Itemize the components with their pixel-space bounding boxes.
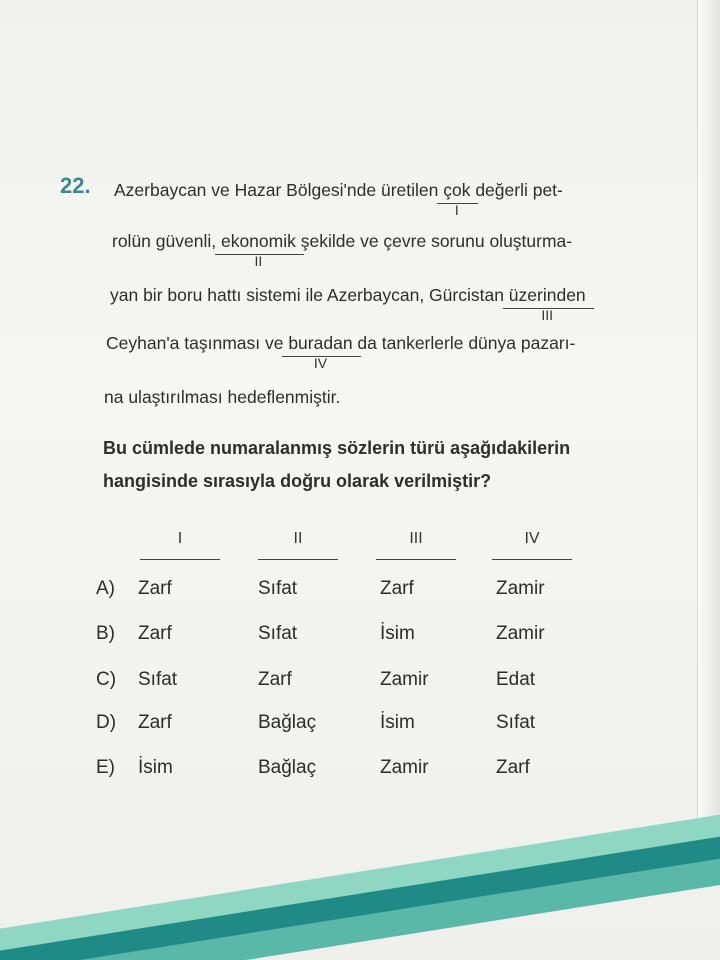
option-cell: Zarf — [258, 669, 292, 690]
question-stem-line-1: Bu cümlede numaralanmış sözlerin türü aşağıdakilerin — [103, 438, 571, 458]
option-cell: Zarf — [138, 712, 172, 733]
option-cell: Edat — [496, 669, 536, 690]
option-cell: Zamir — [380, 757, 429, 778]
option-cell: Zarf — [138, 578, 172, 599]
question-line-4 — [106, 333, 576, 371]
question-text-segment: Azerbaycan ve Hazar Bölgesi'nde üretilen — [114, 180, 444, 200]
option-cell: İsim — [380, 712, 415, 733]
question-line-3 — [110, 285, 586, 323]
column-header-line — [140, 559, 220, 560]
column-header-1: I — [177, 530, 183, 547]
question-text-segment: Ceyhan'a taşınması ve — [106, 333, 289, 353]
option-cell: İsim — [380, 623, 415, 644]
option-cell: Zamir — [496, 578, 545, 599]
column-header-line — [258, 559, 338, 560]
column-header-2: II — [293, 530, 303, 547]
option-label[interactable]: D) — [96, 712, 117, 733]
question-line-5 — [104, 387, 340, 408]
question-text-segment: da tankerlerle dünya pazarı- — [352, 333, 576, 353]
underlined-word-text: çok — [443, 180, 471, 200]
page-edge — [697, 0, 720, 860]
option-cell: Zarf — [380, 578, 414, 599]
question-text-segment: değerli pet- — [470, 180, 563, 200]
underlined-word-text: buradan — [288, 333, 353, 353]
question-stem-line-2: hangisinde sırasıyla doğru olarak verilmiştir? — [103, 471, 492, 491]
option-cell: Sıfat — [138, 669, 178, 690]
option-cell: Bağlaç — [258, 712, 317, 733]
question-text-segment: şekilde ve çevre sorunu oluşturma- — [295, 231, 573, 251]
roman-numeral-label: I — [454, 202, 459, 218]
option-cell: Zarf — [138, 623, 172, 644]
option-cell: Sıfat — [496, 712, 536, 733]
question-text-segment: na ulaştırılması hedeflenmiştir. — [104, 387, 341, 407]
column-header-line — [492, 559, 572, 560]
option-cell: İsim — [138, 757, 173, 778]
roman-numeral-label: II — [254, 253, 263, 269]
option-label[interactable]: A) — [96, 578, 115, 599]
question-number: 22. — [60, 173, 91, 198]
option-label[interactable]: C) — [96, 669, 117, 690]
option-cell: Zarf — [496, 757, 530, 778]
underlined-word-ii — [220, 231, 296, 269]
question-line-1 — [114, 180, 563, 218]
option-label[interactable]: E) — [96, 757, 115, 778]
option-cell: Zamir — [496, 623, 545, 644]
underlined-word-iii — [508, 285, 586, 323]
column-header-line — [376, 559, 456, 560]
column-header-4: IV — [524, 530, 540, 547]
underlined-word-i — [443, 180, 471, 218]
column-header-3: III — [409, 530, 423, 547]
underlined-word-text: üzerinden — [508, 285, 586, 305]
roman-numeral-label: III — [541, 307, 554, 323]
question-line-2 — [112, 231, 573, 269]
option-cell: Bağlaç — [258, 757, 317, 778]
question-text-segment: yan bir boru hattı sistemi ile Azerbaycan, Gürcistan — [110, 285, 509, 305]
roman-numeral-label: IV — [313, 355, 328, 371]
option-cell: Zamir — [380, 669, 429, 690]
option-cell: Sıfat — [258, 578, 298, 599]
question-text-segment: rolün güvenli, — [112, 231, 221, 251]
underlined-word-text: ekonomik — [220, 231, 296, 251]
option-label[interactable]: B) — [96, 623, 115, 644]
option-cell: Sıfat — [258, 623, 298, 644]
underlined-word-iv — [288, 333, 353, 371]
